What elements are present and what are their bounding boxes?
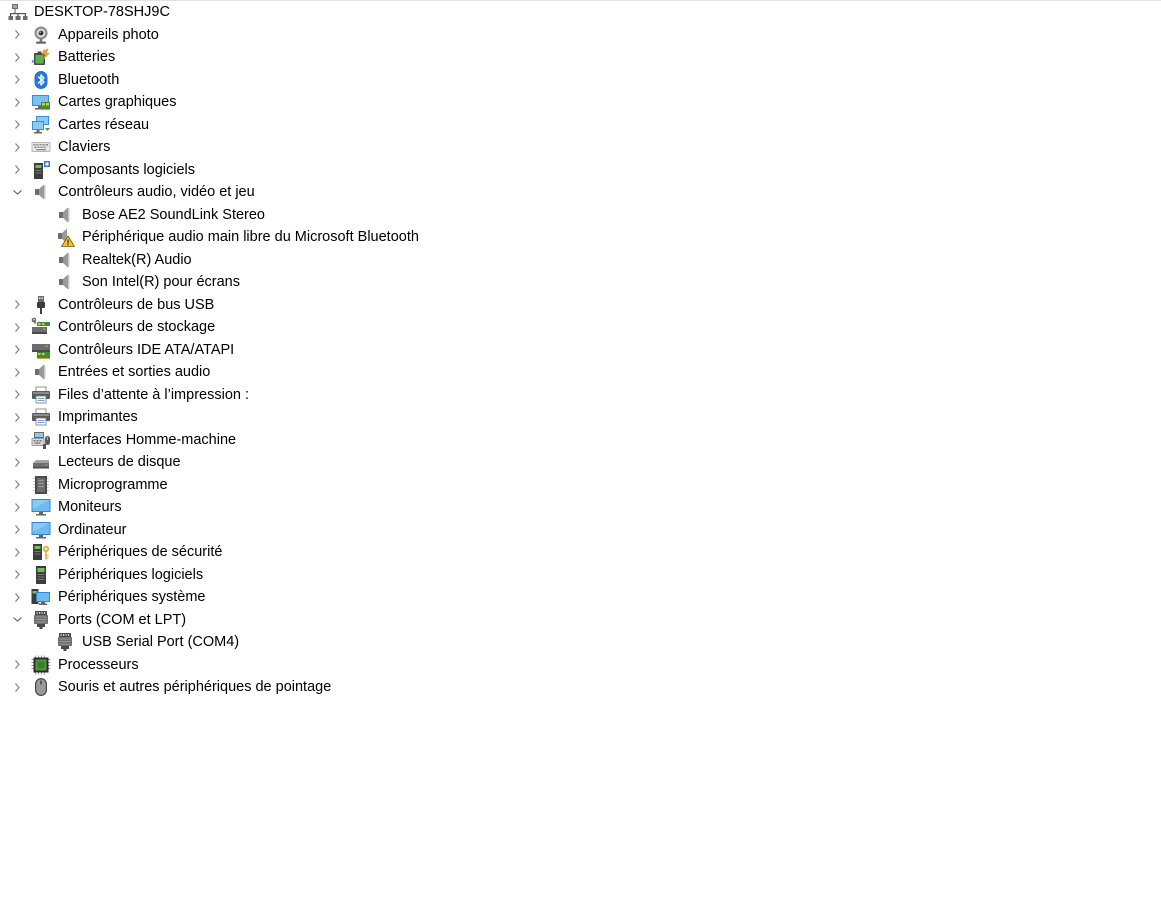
device-item-bose-ae2-soundlink-stereo[interactable]	[0, 204, 1161, 227]
tree-item-label: Périphériques logiciels	[58, 566, 204, 583]
chevron-right-icon[interactable]	[12, 569, 23, 581]
keyboard-icon	[31, 137, 51, 157]
tree-item-label: Entrées et sorties audio	[58, 364, 211, 380]
device-item-label: Périphérique audio main libre du Microsoft Bluetooth	[82, 229, 419, 245]
firmware-icon	[31, 475, 51, 495]
computer-network-icon	[8, 2, 28, 22]
chevron-right-icon[interactable]	[12, 524, 23, 536]
tree-item-label: Processeurs	[58, 656, 139, 673]
chevron-right-icon[interactable]	[12, 456, 23, 468]
device-item-peripherique-audio-main-libre-du-microsoft-bluetooth[interactable]	[0, 226, 1161, 249]
tree-item-interfaces-homme-machine[interactable]	[0, 429, 1161, 452]
tree-item-label: Ports (COM et LPT)	[58, 611, 187, 628]
chevron-right-icon[interactable]	[12, 501, 23, 513]
tree-item-appareils-photo[interactable]	[0, 24, 1161, 47]
tree-item-peripheriques-systeme[interactable]	[0, 586, 1161, 609]
network-adapter-icon	[31, 115, 51, 135]
chevron-right-icon[interactable]	[12, 434, 23, 446]
tree-item-label: Cartes réseau	[58, 116, 150, 133]
chevron-right-icon[interactable]	[12, 96, 23, 108]
tree-item-label: Contrôleurs de stockage	[58, 319, 216, 335]
tree-item-entrees-et-sorties-audio[interactable]	[0, 361, 1161, 384]
device-item-label: Realtek(R) Audio	[82, 251, 192, 268]
battery-icon	[31, 47, 51, 67]
tree-item-claviers[interactable]	[0, 136, 1161, 159]
chevron-right-icon[interactable]	[12, 344, 23, 356]
software-component-icon	[31, 160, 51, 180]
disk-drive-icon	[31, 452, 51, 472]
speaker-icon	[55, 205, 75, 225]
monitor-icon	[31, 497, 51, 517]
tree-item-label: Appareils photo	[58, 26, 159, 43]
tree-item-controleurs-de-bus-usb[interactable]	[0, 294, 1161, 317]
tree-item-label: Files d’attente à l’impression :	[58, 386, 249, 403]
processor-icon	[31, 655, 51, 675]
system-device-icon	[31, 587, 51, 607]
tree-item-label: Contrôleurs audio, vidéo et jeu	[58, 184, 255, 200]
tree-item-label: Souris et autres périphériques de pointage	[58, 679, 332, 695]
chevron-right-icon[interactable]	[12, 299, 23, 311]
tree-item-label: Lecteurs de disque	[58, 454, 181, 470]
chevron-right-icon[interactable]	[12, 411, 23, 423]
speaker-icon	[31, 182, 51, 202]
tree-item-files-d-attente-a-l-impression[interactable]	[0, 384, 1161, 407]
usb-icon	[31, 295, 51, 315]
tree-item-composants-logiciels[interactable]	[0, 159, 1161, 182]
tree-item-moniteurs[interactable]	[0, 496, 1161, 519]
bluetooth-icon	[31, 70, 51, 90]
display-adapter-icon	[31, 92, 51, 112]
tree-item-bluetooth[interactable]	[0, 69, 1161, 92]
device-item-label: Son Intel(R) pour écrans	[82, 274, 240, 290]
tree-item-label: Contrôleurs IDE ATA/ATAPI	[58, 341, 235, 358]
speaker-icon	[55, 272, 75, 292]
tree-item-lecteurs-de-disque[interactable]	[0, 451, 1161, 474]
tree-item-label: Composants logiciels	[58, 161, 196, 178]
mouse-icon	[31, 677, 51, 697]
speaker-icon	[55, 250, 75, 270]
chevron-right-icon[interactable]	[12, 591, 23, 603]
tree-item-controleurs-ide-ata-atapi[interactable]	[0, 339, 1161, 362]
chevron-right-icon[interactable]	[12, 366, 23, 378]
chevron-right-icon[interactable]	[12, 546, 23, 558]
device-item-realtek-r-audio[interactable]	[0, 249, 1161, 272]
tree-item-ports-com-et-lpt[interactable]	[0, 609, 1161, 632]
tree-item-controleurs-de-stockage[interactable]	[0, 316, 1161, 339]
chevron-down-icon[interactable]	[12, 186, 23, 198]
chevron-right-icon[interactable]	[12, 74, 23, 86]
tree-item-label: Périphériques système	[58, 589, 206, 605]
software-device-icon	[31, 565, 51, 585]
tree-item-label: Interfaces Homme-machine	[58, 431, 237, 448]
device-tree	[0, 1, 1161, 699]
chevron-down-icon[interactable]	[12, 614, 23, 626]
device-item-son-intel-r-pour-ecrans[interactable]	[0, 271, 1161, 294]
printer-icon	[31, 385, 51, 405]
tree-item-microprogramme[interactable]	[0, 474, 1161, 497]
ide-controller-icon	[31, 340, 51, 360]
tree-item-peripheriques-de-securite[interactable]	[0, 541, 1161, 564]
speaker-icon	[31, 362, 51, 382]
tree-item-label: Ordinateur	[58, 521, 127, 538]
chevron-right-icon[interactable]	[12, 389, 23, 401]
port-icon	[55, 632, 75, 652]
chevron-right-icon[interactable]	[12, 681, 23, 693]
tree-item-peripheriques-logiciels[interactable]	[0, 564, 1161, 587]
tree-item-label: Contrôleurs de bus USB	[58, 296, 215, 313]
printer-icon	[31, 407, 51, 427]
security-device-icon	[31, 542, 51, 562]
device-item-label: USB Serial Port (COM4)	[82, 634, 240, 650]
tree-item-label: Imprimantes	[58, 409, 138, 425]
tree-item-controleurs-audio-video-et-jeu[interactable]	[0, 181, 1161, 204]
tree-item-cartes-reseau[interactable]	[0, 114, 1161, 137]
chevron-right-icon[interactable]	[12, 659, 23, 671]
chevron-right-icon[interactable]	[12, 51, 23, 63]
webcam-icon	[31, 25, 51, 45]
hid-icon	[31, 430, 51, 450]
tree-item-label: Cartes graphiques	[58, 94, 177, 110]
tree-item-label: Moniteurs	[58, 499, 122, 515]
tree-item-imprimantes[interactable]	[0, 406, 1161, 429]
chevron-right-icon[interactable]	[12, 29, 23, 41]
tree-item-label: Bluetooth	[58, 71, 120, 88]
tree-item-label: Microprogramme	[58, 476, 168, 493]
tree-item-label: Claviers	[58, 139, 111, 155]
tree-item-label: Périphériques de sécurité	[58, 544, 223, 560]
chevron-right-icon[interactable]	[12, 164, 23, 176]
tree-item-batteries[interactable]	[0, 46, 1161, 69]
chevron-right-icon[interactable]	[12, 141, 23, 153]
tree-item-souris-et-autres-peripheriques-de-pointage[interactable]	[0, 676, 1161, 699]
chevron-right-icon[interactable]	[12, 119, 23, 131]
speaker-warning-icon	[55, 227, 75, 247]
device-item-label: Bose AE2 SoundLink Stereo	[82, 206, 265, 223]
tree-item-ordinateur[interactable]	[0, 519, 1161, 542]
chevron-right-icon[interactable]	[12, 479, 23, 491]
monitor-icon	[31, 520, 51, 540]
port-icon	[31, 610, 51, 630]
tree-item-processeurs[interactable]	[0, 654, 1161, 677]
tree-item-label: Batteries	[58, 49, 116, 65]
storage-controller-icon	[31, 317, 51, 337]
chevron-right-icon[interactable]	[12, 321, 23, 333]
tree-root-label: DESKTOP-78SHJ9C	[34, 4, 170, 20]
tree-root[interactable]	[0, 1, 1161, 24]
tree-item-cartes-graphiques[interactable]	[0, 91, 1161, 114]
device-item-usb-serial-port-com4[interactable]	[0, 631, 1161, 654]
